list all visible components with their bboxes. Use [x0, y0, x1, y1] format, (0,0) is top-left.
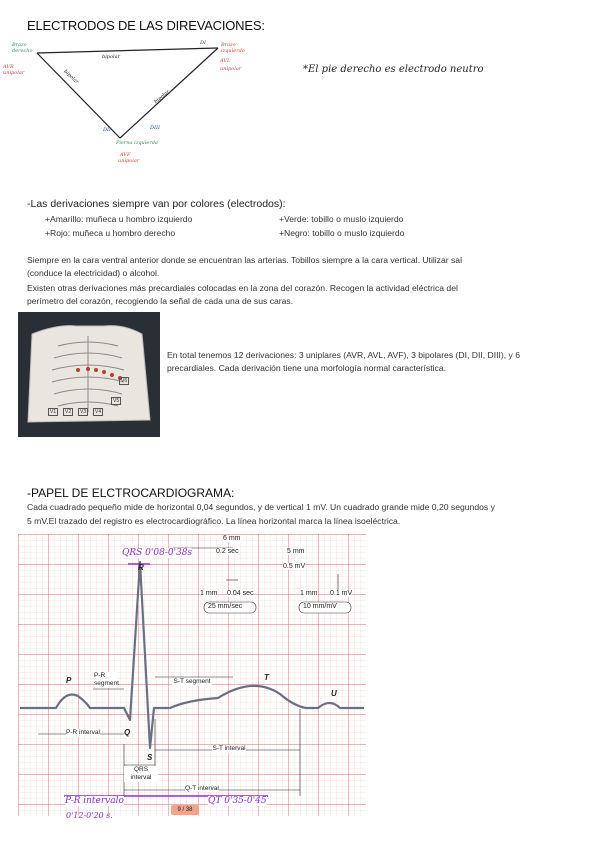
label-left-arm: Brazo izquierdo: [221, 42, 245, 54]
color-item-black: +Negro: tobillo o muslo izquierdo: [279, 228, 405, 238]
ecg-paper-para-line2: 5 mV.El trazado del registro es electrocardiográfico. La línea horizontal marca la línea isoeléctrica.: [27, 516, 401, 526]
ecg-004sec: 0.04 sec: [227, 590, 254, 597]
ecg-6mm: 6 mm: [223, 535, 241, 542]
label-unipolar-bottom: unipolar: [118, 158, 140, 164]
chest-leads-photo: [18, 312, 160, 437]
leads-summary-line1: En total tenemos 12 derivaciones: 3 uniplares (AVR, AVL, AVF), 3 bipolares (DI, DII, DIII), y 6: [167, 350, 520, 360]
para1-line2: (conduce la electricidad) o alcohol.: [27, 268, 160, 278]
label-d3: DIII: [150, 125, 160, 131]
chest-label-v2: V2: [65, 409, 72, 415]
label-bipolar-right: bipolar: [153, 88, 171, 106]
ecg-05mv: 0.5 mV: [283, 563, 306, 570]
st-segment-label: S-T segment: [173, 678, 211, 685]
pr-interval-label: P-R interval: [66, 729, 100, 736]
ecg-speed: 25 mm/sec: [208, 603, 243, 610]
edge-dii: [37, 53, 120, 138]
section-title-electrodos: ELECTRODOS DE LAS DIREVACIONES:: [27, 18, 265, 33]
colors-heading: -Las derivaciones siempre van por colores (electrodos):: [27, 198, 286, 210]
ecg-02sec: 0.2 sec: [216, 548, 239, 555]
wave-q: Q: [124, 728, 131, 737]
page-indicator: 9 / 38: [171, 805, 199, 815]
electrode-triangle-diagram: [0, 30, 320, 180]
wave-p: P: [66, 676, 72, 685]
leads-summary-line2: precardiales. Cada derivación tiene una morfología normal característica.: [167, 363, 446, 373]
para1-line1: Siempre en la cara ventral anterior donde se encuentran las arterias. Tobillos siempre a la cara vertical. Utilizar sal: [27, 255, 462, 265]
wave-t: T: [264, 673, 269, 682]
chest-label-v3: V3: [80, 409, 87, 415]
label-right-arm: Brazo derecho: [12, 42, 33, 54]
ecg-1mm-a: 1 mm: [200, 590, 218, 597]
ecg-grid: [18, 534, 366, 816]
ecg-gain: 10 mm/mV: [303, 603, 337, 610]
label-bipolar-top: bipolar: [102, 54, 120, 60]
ecg-5mm: 5 mm: [287, 548, 305, 555]
label-bipolar-left: bipolar: [62, 68, 80, 86]
qt-interval-label: Q-T interval: [185, 785, 219, 792]
ecg-01mv: 0.1 mV: [330, 590, 353, 597]
color-item-red: +Rojo: muñeca u hombro derecho: [45, 228, 176, 238]
color-item-green: +Verde: tobillo o muslo izquierdo: [279, 214, 404, 224]
chest-label-v1: V1: [50, 409, 57, 415]
qt-handwritten-note: QT 0'35-0'45: [208, 796, 267, 806]
wave-s: S: [147, 753, 153, 762]
wave-r: R: [138, 563, 144, 572]
label-left-leg: Pierna izquierda: [116, 140, 158, 146]
para2-line1: Existen otras derivaciones más precardiales colocadas en la zona del corazón. Recogen la actividad eléctrica del: [27, 283, 458, 293]
label-avl: AVL: [220, 58, 231, 64]
qrs-handwritten-note: QRS 0'08-0'38s: [122, 548, 193, 558]
label-avf: AVF: [120, 152, 131, 158]
chest-label-v5: V5: [113, 398, 120, 404]
para2-line2: perímetro del corazón, recogiendo la señal de cada una de sus caras.: [27, 296, 294, 306]
ecg-1mm-b: 1 mm: [300, 590, 318, 597]
label-d1: DI: [200, 40, 206, 46]
section-title-papel: -PAPEL DE ELCTROCARDIOGRAMA:: [27, 486, 235, 500]
qrs-interval-label: QRS interval: [124, 766, 158, 782]
label-avr-top: AVR: [3, 64, 14, 70]
handwritten-note-neutral: *El pie derecho es electrodo neutro: [303, 64, 484, 75]
label-d2: DII: [103, 127, 111, 133]
ecg-paper-figure: [18, 534, 366, 816]
wave-u: U: [331, 689, 337, 698]
pr-segment-label: P-R segment: [94, 672, 119, 687]
st-interval-label: S-T interval: [212, 745, 246, 752]
edge-di: [37, 48, 218, 53]
pr-handwritten-note: P-R intervalo: [65, 796, 124, 806]
color-item-yellow: +Amarillo: muñeca u hombro izquierdo: [45, 214, 193, 224]
label-unipolar-right: unipolar: [220, 66, 242, 72]
chest-label-v6: V6: [121, 378, 128, 384]
label-unipolar-left: unipolar: [3, 70, 25, 76]
ecg-paper-para-line1: Cada cuadrado pequeño mide de horizontal 0,04 segundos, y de vertical 1 mV. Un cuadrado grande mide 0,20 segundos y: [27, 502, 495, 512]
pr-handwritten-values: 0'12-0'20 s.: [66, 811, 113, 820]
chest-illustration: [18, 312, 160, 437]
chest-label-v4: V4: [95, 409, 102, 415]
